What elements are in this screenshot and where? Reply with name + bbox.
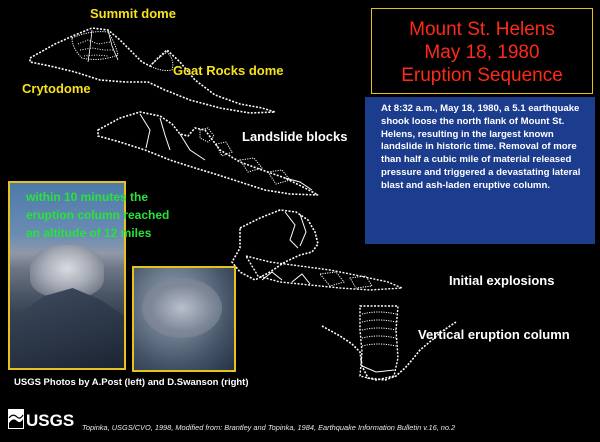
photo-credit: USGS Photos by A.Post (left) and D.Swanson (right): [14, 377, 249, 388]
description-text: At 8:32 a.m., May 18, 1980, a 5.1 earthquake shook loose the north flank of Mount St. Helens, resulting in the largest known landslide in historic time. Removal of more than half a cubic mile of material released pressure and triggered a devastating lateral blast and ash-laden eruptive column.: [381, 103, 581, 191]
photo-caption: [26, 188, 169, 242]
ash-plume-image: [30, 245, 104, 297]
photo-caption-line-2: eruption column reached: [26, 208, 170, 222]
source-credit: Topinka, USGS/CVO, 1998, Modified from: Brantley and Topinka, 1984, Earthquake Information Bulletin v.16, no.2: [82, 423, 456, 432]
photo-caption-line-1: within 10 minutes the: [26, 190, 149, 204]
photo-ash-cloud-right: [132, 266, 236, 372]
label-vertical-eruption-column: Vertical eruption column: [418, 327, 570, 342]
mountain-image: [10, 288, 124, 368]
description-box: [365, 97, 595, 244]
title-line-3: Eruption Sequence: [401, 65, 563, 86]
label-crytodome: Crytodome: [22, 81, 91, 96]
photo-caption-line-3: an altitude of 12 miles: [26, 226, 152, 240]
usgs-logo-text: USGS: [26, 411, 75, 430]
label-goat-rocks-dome: Goat Rocks dome: [173, 63, 284, 78]
usgs-logo: [8, 408, 80, 430]
label-initial-explosions: Initial explosions: [449, 273, 555, 288]
label-landslide-blocks: Landslide blocks: [242, 129, 348, 144]
title-line-1: Mount St. Helens: [409, 19, 555, 40]
title-line-2: May 18, 1980: [424, 42, 540, 63]
title-box: [371, 8, 593, 94]
label-summit-dome: Summit dome: [90, 6, 176, 21]
ash-cloud-image: [142, 278, 222, 338]
